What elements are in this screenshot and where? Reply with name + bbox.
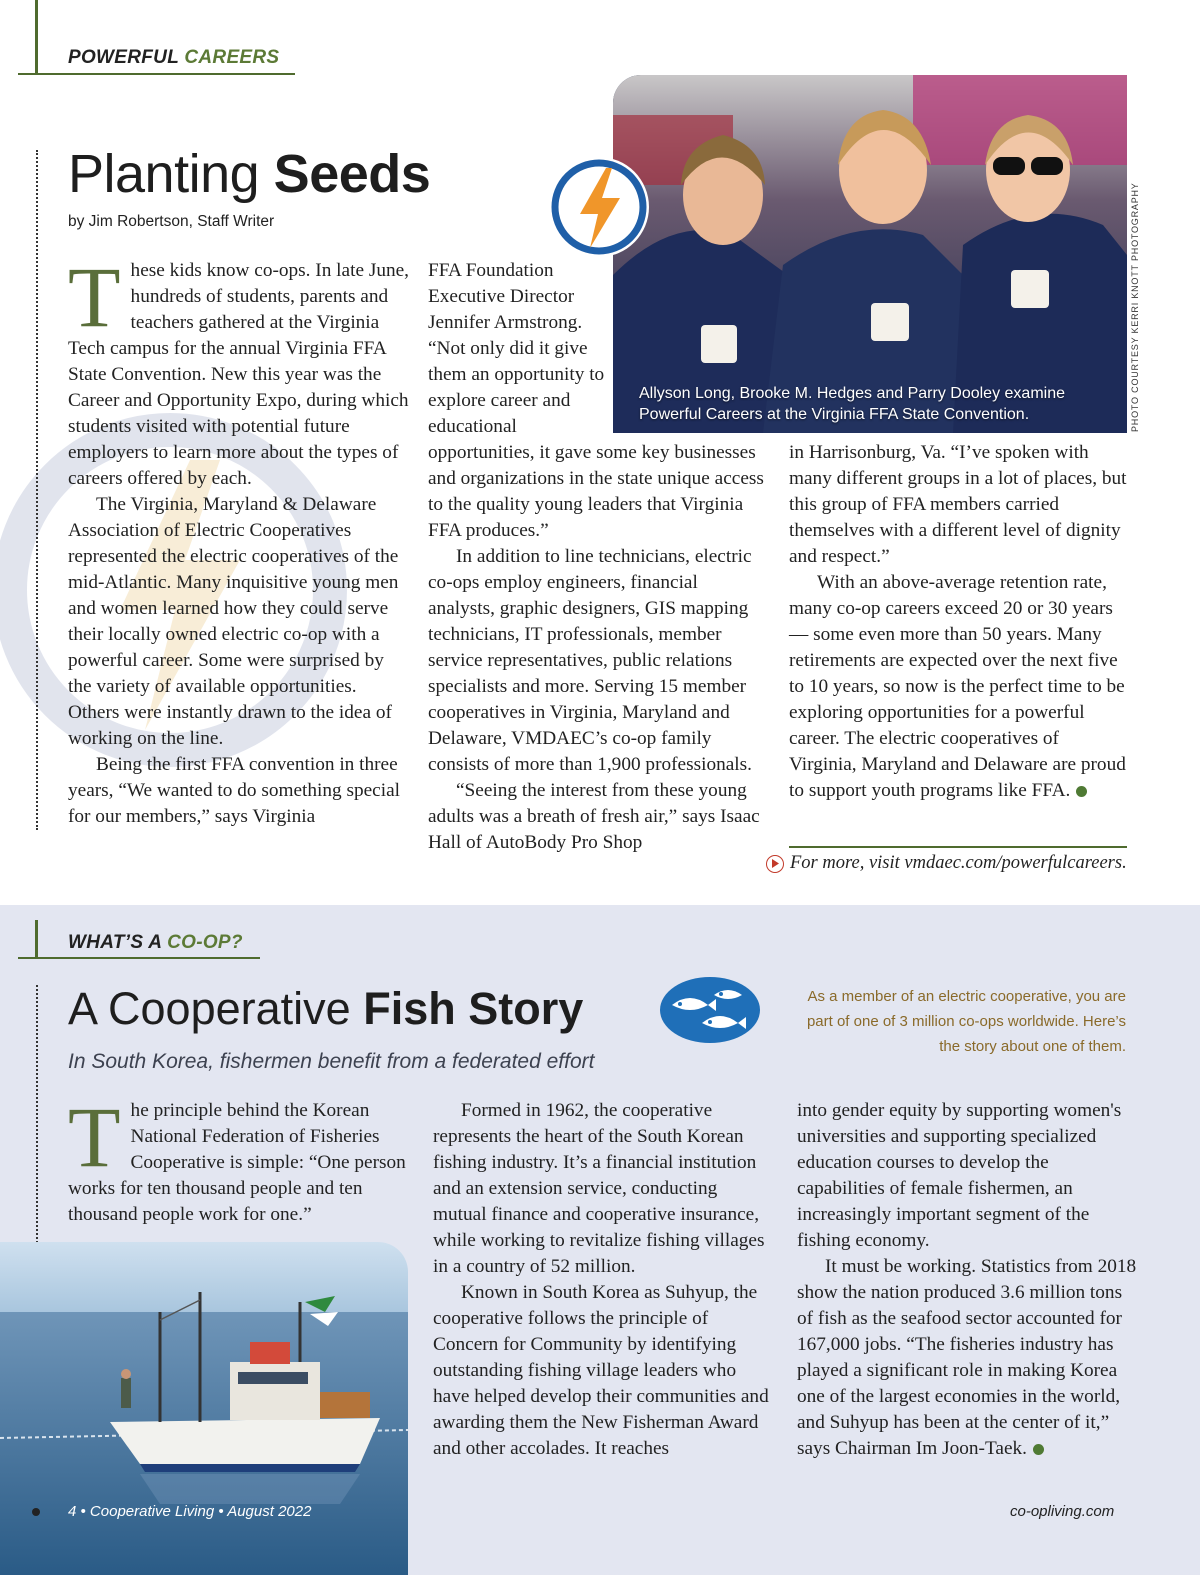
page-folio: 4 • Cooperative Living • August 2022 xyxy=(68,1503,312,1520)
photo-illustration xyxy=(0,1242,408,1575)
title-bold: Seeds xyxy=(273,144,431,204)
ffa-students-photo xyxy=(613,75,1127,433)
folio-dot-icon xyxy=(32,1508,40,1516)
lightning-bolt-icon xyxy=(546,154,652,260)
photo-caption: Allyson Long, Brooke M. Hedges and Parry Dooley examine Powerful Careers at the Virginia FFA State Convention. xyxy=(639,385,1065,423)
photo-illustration xyxy=(613,75,1127,433)
paragraph: In addition to line technicians, electric co-ops employ engineers, financial analysts, graphic designers, GIS mapping technicians, IT professionals, member service representatives, public relations specialists and more. Serving 15 member cooperatives in Virginia, Maryland and Delaware, VMDAEC’s co-op family consists of more than 1,900 professionals. xyxy=(428,546,752,775)
paragraph: he principle behind the Korean National Federation of Fisheries Cooperative is simple: “One person works for ten thousand people and ten thousand people work for one.” xyxy=(68,1100,406,1225)
fishing-boat-photo xyxy=(0,1242,408,1575)
paragraph: Being the first FFA convention in three years, “We wanted to do something special for our members,” says Virginia xyxy=(68,754,401,827)
photo-credit: PHOTO COURTESY KERRI KNOTT PHOTOGRAPHY xyxy=(1130,182,1140,432)
kicker-underline xyxy=(18,957,260,959)
more-info-text: For more, visit vmdaec.com/powerfulcareers. xyxy=(790,853,1127,873)
paragraph: Known in South Korea as Suhyup, the cooperative follows the principle of Concern for Community by identifying outstanding fishing village leaders who have helped develop their communities and awarding them the New Fisherman Award and other accolades. It reaches xyxy=(433,1282,769,1459)
dotted-rule xyxy=(36,150,38,830)
paragraph: in Harrisonburg, Va. “I’ve spoken with many different groups in a lot of places, but this group of FFA members carried themselves with a different level of dignity and respect.” xyxy=(789,442,1127,567)
site-url[interactable]: co-opliving.com xyxy=(1010,1503,1115,1520)
article1-column-2b xyxy=(428,440,768,856)
kicker-word-1: POWERFUL xyxy=(68,47,179,68)
kicker-bar xyxy=(35,920,38,958)
more-info-link[interactable] xyxy=(766,853,1127,874)
article1-column-3 xyxy=(789,440,1129,804)
article1-column-2a xyxy=(428,258,612,440)
paragraph xyxy=(797,1254,1137,1462)
article2-column-1 xyxy=(68,1089,408,1228)
paragraph: opportunities, it gave some key businesses and organizations in the state unique access to the quality young leaders that Virginia FFA produces.” xyxy=(428,442,764,541)
title-bold: Fish Story xyxy=(363,983,584,1034)
end-mark-icon xyxy=(1033,1444,1044,1455)
kicker-word-2: CO-OP? xyxy=(167,932,243,953)
fish-logo-icon xyxy=(658,975,762,1045)
paragraph-text: With an above-average retention rate, many co-op careers exceed 20 or 30 years — some even more than 50 years. Many retirements are expected over the next five to 10 years, so now is the perfect time to be exploring opportunities for a powerful career. The electric cooperatives of Virginia, Maryland and Delaware are proud to support youth programs like FFA. xyxy=(789,572,1126,801)
article-title xyxy=(68,980,583,1038)
byline: by Jim Robertson, Staff Writer xyxy=(68,213,275,230)
section-kicker xyxy=(68,47,279,69)
paragraph: Formed in 1962, the cooperative represents the heart of the South Korean fishing industry. It’s a financial institution and an extension service, conducting mutual finance and cooperative insurance, while working to revitalize fishing villages in a country of 52 million. xyxy=(433,1100,765,1277)
paragraph-text: It must be working. Statistics from 2018 show the nation produced 3.6 million tons of fish as the seafood sector accounted for 167,000 jobs. “The fisheries industry has played a significant role in making Korea one of the largest economies in the world, and Suhyup has been at the center of it,” says Chairman Im Joon-Taek. xyxy=(797,1256,1137,1459)
paragraph: FFA Foundation Executive Director Jennifer Armstrong. “Not only did it give them an opportunity to explore career and educational xyxy=(428,260,605,437)
paragraph: The Virginia, Maryland & Delaware Association of Electric Cooperatives represented the electric cooperatives of the mid-Atlantic. Many inquisitive young men and women learned how they could serve their locally owned electric co-op with a powerful career. Some were surprised by the variety of available opportunities. Others were instantly drawn to the idea of working on the line. xyxy=(68,494,399,749)
drop-cap: T xyxy=(68,249,121,345)
paragraph: hese kids know co-ops. In late June, hundreds of students, parents and teachers gathered at the Virginia Tech campus for the annual Virginia FFA State Convention. New this year was the Career and Opportunity Expo, during which students visited with potential future employers to learn more about the types of careers offered by each. xyxy=(68,260,409,489)
article-deck: In South Korea, fishermen benefit from a federated effort xyxy=(68,1050,595,1073)
drop-cap: T xyxy=(68,1089,121,1185)
article2-column-3 xyxy=(797,1098,1137,1462)
kicker-bar xyxy=(35,0,38,74)
title-light: A Cooperative xyxy=(68,983,351,1034)
sidebar-note: As a member of an electric cooperative, you are part of one of 3 million co-ops worldwide. Here’s the story about one of them. xyxy=(806,988,1126,1055)
link-separator xyxy=(789,846,1127,848)
section-kicker xyxy=(68,932,243,954)
kicker-underline xyxy=(18,73,295,75)
play-arrow-icon xyxy=(766,855,784,873)
kicker-word-1: WHAT’S A xyxy=(68,932,162,953)
article-title xyxy=(68,142,430,206)
end-mark-icon xyxy=(1076,786,1087,797)
kicker-word-2: CAREERS xyxy=(184,47,280,68)
article1-column-1 xyxy=(68,249,410,830)
title-light: Planting xyxy=(68,144,260,204)
paragraph xyxy=(789,570,1129,804)
paragraph: “Seeing the interest from these young adults was a breath of fresh air,” says Isaac Hall of AutoBody Pro Shop xyxy=(428,780,760,853)
paragraph: into gender equity by supporting women's universities and supporting specialized education courses to develop the capabilities of female fishermen, an increasingly important segment of the fishing economy. xyxy=(797,1100,1122,1251)
article2-column-2 xyxy=(433,1098,775,1462)
